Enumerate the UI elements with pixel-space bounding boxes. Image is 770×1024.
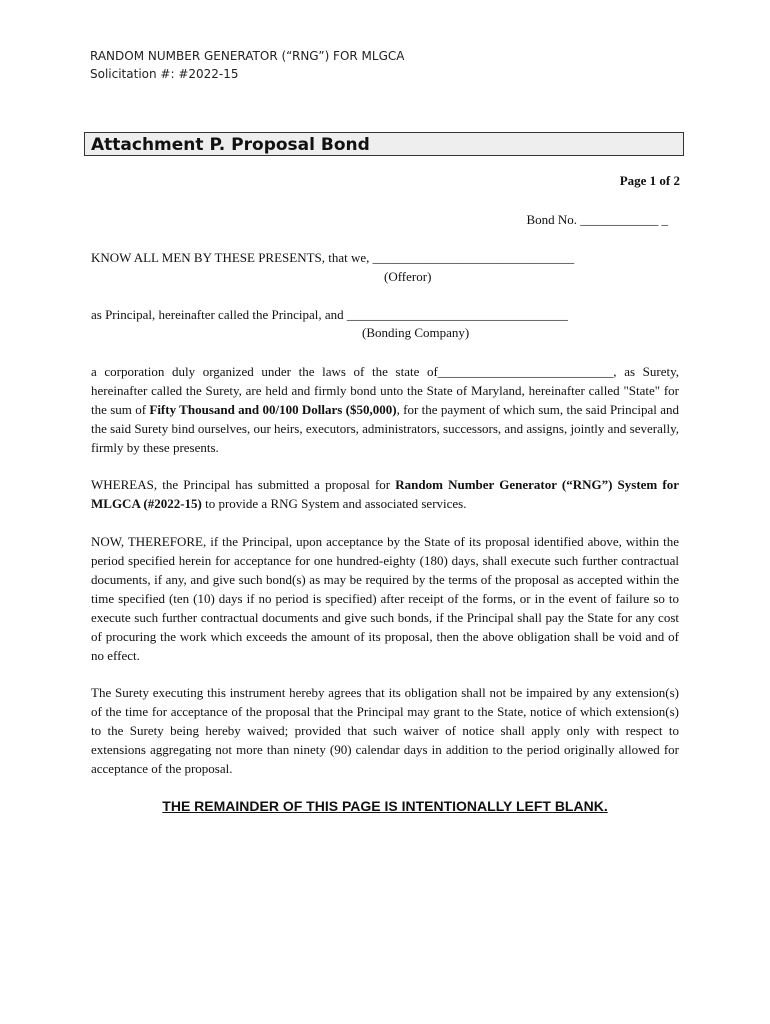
corporation-paragraph (91, 362, 679, 457)
attachment-title-box (84, 132, 684, 156)
project-name: Random Number Generator (“RNG”) System for MLGCA (#2022-15) (91, 477, 679, 511)
bond-number-field: Bond No. ____________ _ (526, 212, 668, 227)
corporation-text-2: , for the payment of which sum, the said Principal and the said Surety bind ourselves, our heirs, executors, administrators, successors, and assigns, jointly and severally, firmly by these presents. (91, 402, 680, 455)
whereas-text-2: to provide a RNG System and associated services. (201, 496, 467, 511)
whereas-paragraph (91, 475, 679, 513)
whereas-text-1: WHEREAS, the Principal has submitted a proposal for (91, 477, 396, 492)
attachment-title: Attachment P. Proposal Bond (91, 135, 370, 155)
page-number: Page 1 of 2 (619, 173, 680, 188)
corporation-text-1: a corporation duly organized under the laws of the state of___________________________, as Surety, hereinafter called the Surety, are held and firmly bond unto the State of Maryland, hereinafter called "State" for the sum of (91, 364, 679, 417)
bonding-company-label: (Bonding Company) (362, 325, 470, 340)
offeror-label: (Offeror) (384, 269, 432, 284)
bond-amount: Fifty Thousand and 00/100 Dollars ($50,000) (149, 402, 397, 417)
remainder-blank-notice: THE REMAINDER OF THIS PAGE IS INTENTIONALLY LEFT BLANK. (162, 798, 608, 814)
document-header (90, 47, 404, 83)
know-all-men-line: KNOW ALL MEN BY THESE PRESENTS, that we, _______________________________ (91, 250, 575, 265)
principal-line: as Principal, hereinafter called the Principal, and __________________________________ (91, 307, 568, 322)
header-rfp-title: RANDOM NUMBER GENERATOR (“RNG”) FOR MLGCA (90, 49, 405, 63)
now-therefore-paragraph: NOW, THEREFORE, if the Principal, upon acceptance by the State of its proposal identified above, within the period specified herein for acceptance for one hundred-eighty (180) days, shall execute such further contractual documents, if any, and give such bond(s) as may be required by the terms of the proposal as accepted within the time specified (ten (10) days if no period is specified) after receipt of the forms, or in the event of failure so to execute such further contractual documents and give such bonds, if the Principal shall pay the State for any cost of procuring the work which exceeds the amount of its proposal, then the above obligation shall be void and of no effect. (91, 534, 679, 663)
surety-paragraph: The Surety executing this instrument hereby agrees that its obligation shall not be impaired by any extension(s) of the time for acceptance of the proposal that the Principal may grant to the State, notice of which extension(s) to the Surety being hereby waived; provided that such waiver of notice shall apply only with respect to extensions aggregating not more than ninety (90) calendar days in addition to the period originally allowed for acceptance of the proposal. (91, 685, 679, 776)
header-solicitation-number: Solicitation #: #2022-15 (90, 67, 239, 81)
